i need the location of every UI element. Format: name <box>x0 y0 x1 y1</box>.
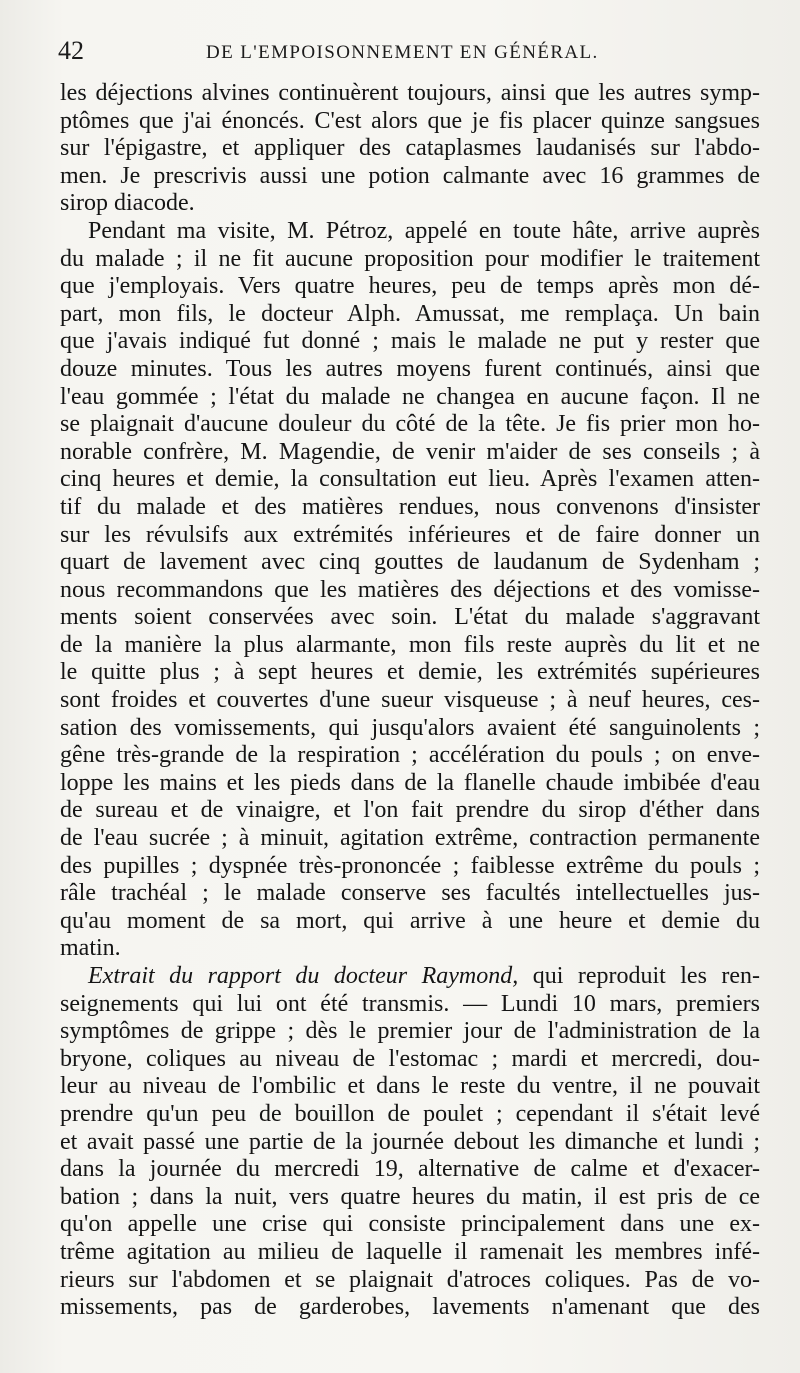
text-line: de sureau et de vinaigre, et l'on fait prendre du sirop d'éther dans <box>60 797 760 824</box>
text-line: prendre qu'un peu de bouillon de poulet ; cependant il s'était levé <box>60 1100 760 1127</box>
running-head: DE L'EMPOISONNEMENT EN GÉNÉRAL. <box>206 42 599 63</box>
text-line: gêne très-grande de la respiration ; accélération du pouls ; on enve- <box>60 742 760 769</box>
text-line: de l'eau sucrée ; à minuit, agitation extrême, contraction permanente <box>60 825 760 852</box>
text-line: norable confrère, M. Magendie, de venir m'aider de ses conseils ; à <box>60 438 760 465</box>
text-line: le quitte plus ; à sept heures et demie, les extrémités supérieures <box>60 659 760 686</box>
text-line: sation des vomissements, qui jusqu'alors avaient été sanguinolents ; <box>60 714 760 741</box>
report-citation: Extrait du rapport du docteur Raymond, <box>88 963 519 989</box>
text-line: de la manière la plus alarmante, mon fils reste auprès du lit et ne <box>60 631 760 658</box>
text-line: trême agitation au milieu de laquelle il ramenait les membres infé- <box>60 1238 760 1265</box>
text-line: râle trachéal ; le malade conserve ses facultés intellectuelles jus- <box>60 880 760 907</box>
text-line: sur les révulsifs aux extrémités inférieures et de faire donner un <box>60 521 760 548</box>
text-line: que j'avais indiqué fut donné ; mais le malade ne put y rester que <box>60 328 760 355</box>
text-line: se plaignait d'aucune douleur du côté de la tête. Je fis prier mon ho- <box>60 411 760 438</box>
paragraph-2 <box>60 218 760 963</box>
text-line: l'eau gommée ; l'état du malade ne changea en aucune façon. Il ne <box>60 383 760 410</box>
text-line: loppe les mains et les pieds dans de la flanelle chaude imbibée d'eau <box>60 769 760 796</box>
page-header <box>58 36 758 72</box>
text-line: nous recommandons que les matières des déjections et des vomisse- <box>60 576 760 603</box>
page-number: 42 <box>58 36 84 65</box>
text-line: tif du malade et des matières rendues, nous convenons d'insister <box>60 493 760 520</box>
text-line: part, mon fils, le docteur Alph. Amussat, me remplaça. Un bain <box>60 300 760 327</box>
text-line: bation ; dans la nuit, vers quatre heures du matin, il est pris de ce <box>60 1183 760 1210</box>
text-line: quart de lavement avec cinq gouttes de laudanum de Sydenham ; <box>60 549 760 576</box>
text-line: que j'employais. Vers quatre heures, peu de temps après mon dé- <box>60 273 760 300</box>
text-line: douze minutes. Tous les autres moyens furent continués, ainsi que <box>60 355 760 382</box>
text-line: seignements qui lui ont été transmis. — Lundi 10 mars, premiers <box>60 990 760 1017</box>
text-line: et avait passé une partie de la journée debout les dimanche et lundi ; <box>60 1128 760 1155</box>
body-text <box>60 80 760 1322</box>
text-line: qu'on appelle une crise qui consiste principalement dans une ex- <box>60 1211 760 1238</box>
paragraph-1 <box>60 80 760 218</box>
paragraph-3 <box>60 963 760 1322</box>
text-line: ments soient conservées avec soin. L'état du malade s'aggravant <box>60 604 760 631</box>
text-fragment: qui reproduit les ren- <box>518 963 761 989</box>
text-line: qu'au moment de sa mort, qui arrive à une heure et demie du <box>60 907 760 934</box>
text-line: rieurs sur l'abdomen et se plaignait d'atroces coliques. Pas de vo- <box>60 1266 760 1293</box>
text-line: ptômes que j'ai énoncés. C'est alors que je fis placer quinze sangsues <box>60 107 760 134</box>
text-line: men. Je prescrivis aussi une potion calmante avec 16 grammes de <box>60 162 760 189</box>
text-line: les déjections alvines continuèrent toujours, ainsi que les autres symp- <box>60 80 760 106</box>
text-line: symptômes de grippe ; dès le premier jour de l'administration de la <box>60 1018 760 1045</box>
text-line: missements, pas de garderobes, lavements n'amenant que des <box>60 1294 760 1321</box>
text-line: sirop diacode. <box>60 190 195 217</box>
text-line: bryone, coliques au niveau de l'estomac ; mardi et mercredi, dou- <box>60 1045 760 1072</box>
text-line: matin. <box>60 935 121 962</box>
text-line: sur l'épigastre, et appliquer des cataplasmes laudanisés sur l'abdo- <box>60 135 760 162</box>
text-line <box>60 963 760 991</box>
text-line: Pendant ma visite, M. Pétroz, appelé en toute hâte, arrive auprès <box>88 217 760 244</box>
text-line: sont froides et couvertes d'une sueur visqueuse ; à neuf heures, ces- <box>60 687 760 714</box>
text-line: leur au niveau de l'ombilic et dans le reste du ventre, il ne pouvait <box>60 1073 760 1100</box>
text-line: dans la journée du mercredi 19, alternative de calme et d'exacer- <box>60 1156 760 1183</box>
text-line: cinq heures et demie, la consultation eut lieu. Après l'examen atten- <box>60 466 760 493</box>
text-line: du malade ; il ne fit aucune proposition pour modifier le traitement <box>60 245 760 272</box>
text-line: des pupilles ; dyspnée très-prononcée ; faiblesse extrême du pouls ; <box>60 852 760 879</box>
